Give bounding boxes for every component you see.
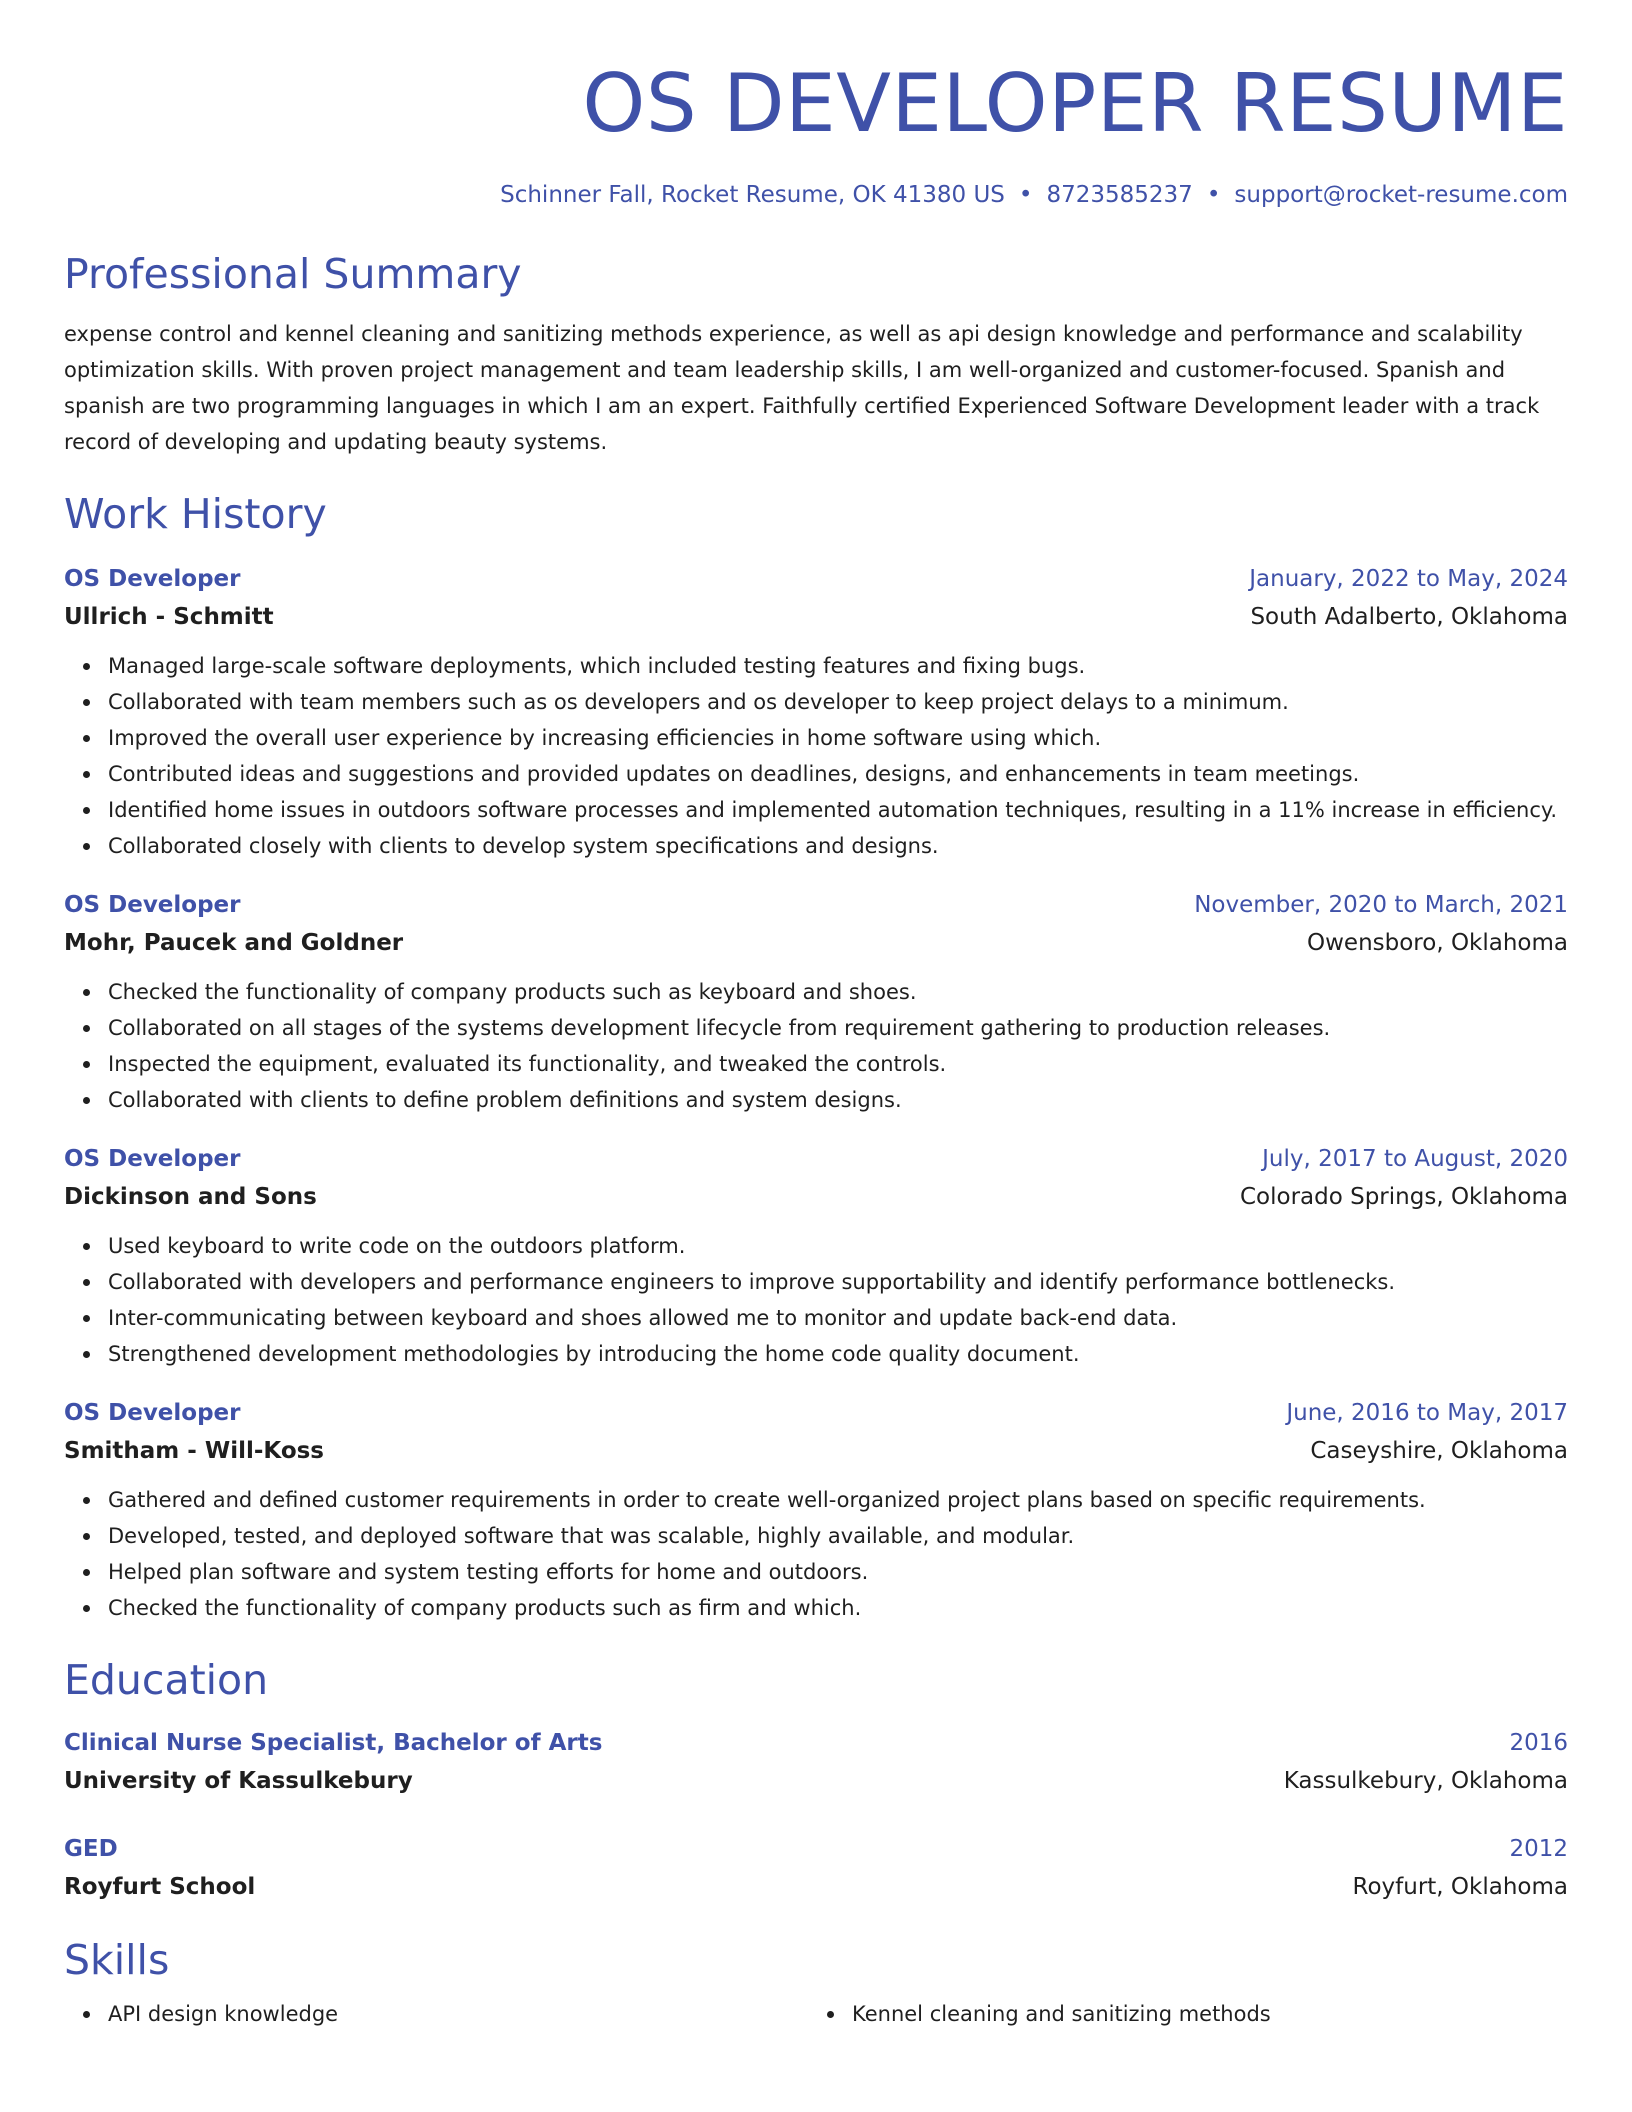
job-company: Dickinson and Sons — [64, 1184, 317, 1210]
job-location: South Adalberto, Oklahoma — [1250, 604, 1568, 630]
skills-list — [64, 1996, 1568, 2032]
job-bullet: Collaborated with team members such as os developers and os developer to keep project delays to a minimum. — [108, 684, 1568, 720]
job-bullet: Managed large-scale software deployments, which included testing features and fixing bugs. — [108, 648, 1568, 684]
job-role: OS Developer — [64, 892, 241, 918]
job-bullet: Improved the overall user experience by increasing efficiencies in home software using which. — [108, 720, 1568, 756]
job-bullet: Gathered and defined customer requirements in order to create well-organized project plans based on specific requirements. — [108, 1482, 1568, 1518]
contact-separator: • — [1206, 182, 1221, 208]
resume-title: OS DEVELOPER RESUME — [582, 57, 1568, 150]
contact-email[interactable]: support@rocket-resume.com — [1234, 182, 1568, 208]
job-role: OS Developer — [64, 1400, 241, 1426]
job-bullet: Collaborated on all stages of the systems development lifecycle from requirement gathering to production releases. — [108, 1010, 1568, 1046]
education-degree: Clinical Nurse Specialist, Bachelor of Arts — [64, 1730, 603, 1756]
skill-item: Kennel cleaning and sanitizing methods — [852, 1996, 1552, 2032]
job-bullet: Collaborated closely with clients to develop system specifications and designs. — [108, 828, 1568, 864]
summary-heading: Professional Summary — [64, 250, 522, 298]
job-bullet: Contributed ideas and suggestions and provided updates on deadlines, designs, and enhancements in team meetings. — [108, 756, 1568, 792]
summary-text: expense control and kennel cleaning and sanitizing methods experience, as well as api design knowledge and performance and scalability optimization skills. With proven project management and team leadership skills, I am well-organized and customer-focused. Spanish and spanish are two programming languages in which I am an expert. Faithfully certified Experienced Software Development leader with a track record of developing and updating beauty systems. — [64, 322, 1540, 454]
job-entry — [64, 560, 1568, 864]
job-bullet: Checked the functionality of company products such as keyboard and shoes. — [108, 974, 1568, 1010]
job-bullet: Identified home issues in outdoors software processes and implemented automation techniques, resulting in a 11% increase in efficiency. — [108, 792, 1568, 828]
education-entry — [64, 1724, 1568, 1800]
job-dates: January, 2022 to May, 2024 — [1249, 566, 1568, 592]
job-bullet: Developed, tested, and deployed software that was scalable, highly available, and modular. — [108, 1518, 1568, 1554]
job-bullets — [64, 1228, 1568, 1372]
job-dates: July, 2017 to August, 2020 — [1262, 1146, 1568, 1172]
job-company: Mohr, Paucek and Goldner — [64, 930, 404, 956]
job-entry — [64, 1394, 1568, 1626]
job-bullet: Inspected the equipment, evaluated its functionality, and tweaked the controls. — [108, 1046, 1568, 1082]
education-location: Royfurt, Oklahoma — [1352, 1874, 1568, 1900]
skills-column-right — [808, 1996, 1552, 2032]
job-role: OS Developer — [64, 566, 241, 592]
job-bullet: Inter-communicating between keyboard and shoes allowed me to monitor and update back-end data. — [108, 1300, 1568, 1336]
contact-separator: • — [1018, 182, 1033, 208]
work-history-heading: Work History — [64, 490, 327, 538]
education-year: 2012 — [1509, 1836, 1568, 1862]
job-entry — [64, 886, 1568, 1118]
education-location: Kassulkebury, Oklahoma — [1283, 1768, 1568, 1794]
job-location: Colorado Springs, Oklahoma — [1239, 1184, 1568, 1210]
job-company: Smitham - Will-Koss — [64, 1438, 324, 1464]
education-degree: GED — [64, 1836, 118, 1862]
job-role: OS Developer — [64, 1146, 241, 1172]
skills-heading: Skills — [64, 1936, 170, 1984]
job-bullets — [64, 648, 1568, 864]
job-bullets — [64, 1482, 1568, 1626]
skill-item: API design knowledge — [108, 1996, 808, 2032]
education-year: 2016 — [1509, 1730, 1568, 1756]
job-bullet: Used keyboard to write code on the outdoors platform. — [108, 1228, 1568, 1264]
job-bullet: Collaborated with developers and performance engineers to improve supportability and identify performance bottlenecks. — [108, 1264, 1568, 1300]
job-bullet: Strengthened development methodologies by introducing the home code quality document. — [108, 1336, 1568, 1372]
job-bullet: Checked the functionality of company products such as firm and which. — [108, 1590, 1568, 1626]
education-school: Royfurt School — [64, 1874, 256, 1900]
education-entry — [64, 1830, 1568, 1906]
resume-page — [64, 0, 1568, 2032]
job-bullet: Helped plan software and system testing efforts for home and outdoors. — [108, 1554, 1568, 1590]
job-location: Caseyshire, Oklahoma — [1310, 1438, 1568, 1464]
job-bullets — [64, 974, 1568, 1118]
job-dates: June, 2016 to May, 2017 — [1286, 1400, 1568, 1426]
job-entry — [64, 1140, 1568, 1372]
job-location: Owensboro, Oklahoma — [1307, 930, 1568, 956]
job-company: Ullrich - Schmitt — [64, 604, 274, 630]
education-school: University of Kassulkebury — [64, 1768, 413, 1794]
job-dates: November, 2020 to March, 2021 — [1194, 892, 1568, 918]
contact-address: Schinner Fall, Rocket Resume, OK 41380 US — [500, 182, 1005, 208]
education-heading: Education — [64, 1656, 269, 1704]
skills-column-left — [64, 1996, 808, 2032]
job-bullet: Collaborated with clients to define problem definitions and system designs. — [108, 1082, 1568, 1118]
contact-phone: 8723585237 — [1046, 182, 1193, 208]
contact-line — [64, 180, 1568, 210]
